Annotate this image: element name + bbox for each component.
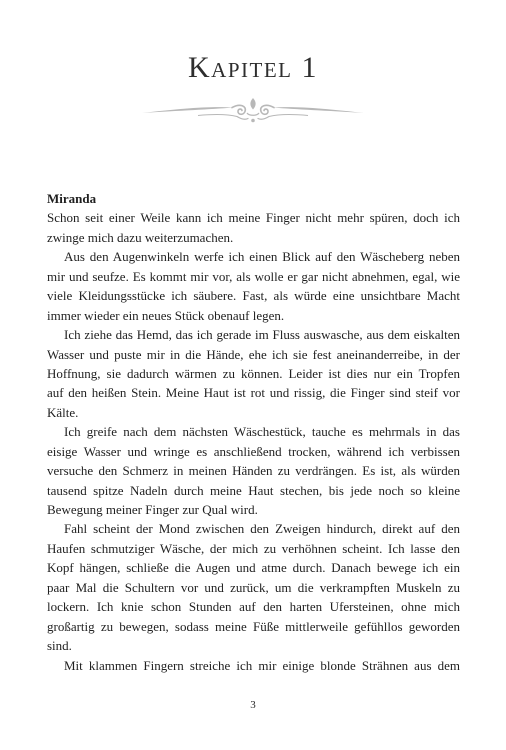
text-line: Kälte. xyxy=(47,404,79,420)
flourish-divider-icon xyxy=(140,95,366,129)
text-line: tausend spitze Nadeln durch meine Haut stechen, bis jede noch so kleine xyxy=(47,482,460,498)
text-line: sind. xyxy=(47,638,72,654)
chapter-body xyxy=(47,189,460,675)
chapter-title: Kapitel 1 xyxy=(188,51,318,84)
paragraph xyxy=(47,247,460,325)
text-line: großartig zu bewegen, sodass meine Füße mittlerweile gefühllos geworden xyxy=(47,618,460,634)
text-line: paar Mal die Schultern vor und zurück, um die verkrampften Muskeln zu xyxy=(47,579,460,595)
paragraph xyxy=(47,422,460,519)
paragraph xyxy=(47,656,460,675)
text-line: versuche den Schmerz in meinen Händen zu verdrängen. Es ist, als würden xyxy=(47,463,460,479)
text-line: immer wieder ein neues Stück obenauf legen. xyxy=(47,307,285,323)
text-line: Fahl scheint der Mond zwischen den Zweigen hindurch, direkt auf den xyxy=(64,521,460,537)
text-line: auf den heißen Stein. Meine Haut ist rot und rissig, die Finger sind steif vor xyxy=(47,385,460,401)
text-line: Schon seit einer Weile kann ich meine Finger nicht mehr spüren, doch ich xyxy=(47,210,460,226)
text-line: Ich ziehe das Hemd, das ich gerade im Fluss auswasche, aus dem eiskalten xyxy=(64,327,460,343)
text-line: Aus den Augenwinkeln werfe ich einen Blick auf den Wäscheberg neben xyxy=(64,249,460,265)
text-line: Hoffnung, sie dadurch wärmen zu können. Leider ist dies nur ein Tropfen xyxy=(47,365,460,381)
paragraph xyxy=(47,208,460,247)
text-line: Ich greife nach dem nächsten Wäschestück, tauche es mehrmals in das xyxy=(64,424,460,440)
text-line: viele Kleidungsstücke ich säubere. Fast, als würde eine unsichtbare Macht xyxy=(47,288,460,304)
text-line: Haufen schmutziger Wäsche, der mich zu verhöhnen scheint. Ich lasse den xyxy=(47,540,460,556)
text-line: Mit klammen Fingern streiche ich mir einige blonde Strähnen aus dem xyxy=(64,657,460,673)
speaker-name: Miranda xyxy=(47,191,97,206)
text-line: Wasser und puste mir in die Hände, ehe ich sie fest aneinanderreibe, in der xyxy=(47,346,460,362)
text-line: Kopf hängen, schließe die Augen und atme durch. Danach bewege ich ein xyxy=(47,560,460,576)
text-line: mir und seufze. Es kommt mir vor, als wolle er gar nicht abnehmen, egal, wie xyxy=(47,268,460,284)
text-line: zwinge mich dazu weiterzumachen. xyxy=(47,229,234,245)
paragraph xyxy=(47,519,460,655)
paragraph xyxy=(47,325,460,422)
text-line: Bewegung meiner Finger zur Qual wird. xyxy=(47,502,258,517)
page-number: 3 xyxy=(250,699,256,711)
text-line: lockern. Ich knie schon Stunden auf den harten Ufersteinen, ohne mich xyxy=(47,599,460,615)
text-line: eisige Wasser und wringe es anschließend trocken, während ich verbissen xyxy=(47,443,460,459)
